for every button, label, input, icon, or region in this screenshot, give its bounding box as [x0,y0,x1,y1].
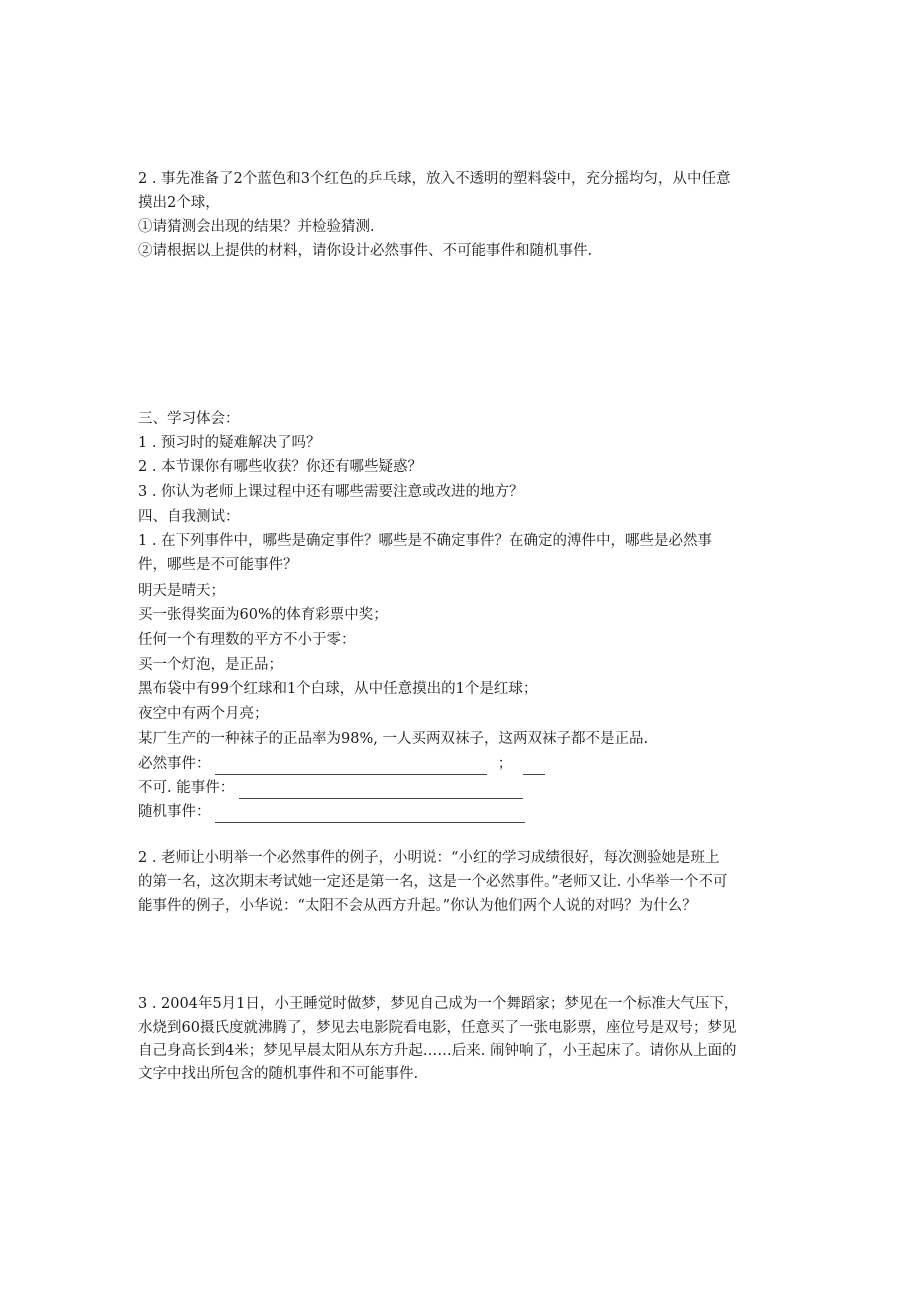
q2-top-line-2: 摸出2个球， [138,195,220,211]
s4-q3-line-2: 水烧到60摄氏度就沸腾了，梦见去电影院看电影，任意买了一张电影票，座位号是双号；梦见 [138,1020,737,1036]
fill-certain-blank-2[interactable] [523,760,545,775]
section-3-heading: 三、学习体会： [138,411,240,427]
fill-certain-row [138,753,545,775]
fill-impossible-label: 不可. 能事件： [138,780,235,796]
event-item: 买一个灯泡，是正品； [138,657,283,673]
s4-q1-line-1: 1 . 在下列事件中，哪些是确定事件？哪些是不确定事件？在确定的溥件中，哪些是必然事 [138,533,713,549]
s4-q2-line-2: 的第一名，这次期末考试她一定还是第一名，这是一个必然事件。”老师又让. 小华举一个不可 [138,874,728,890]
section-3-item-2: 2 . 本节课你有哪些收获？你还有哪些疑惑？ [138,459,423,475]
s4-q3-line-4: 文字中找出所包含的随机事件和不可能事件. [138,1066,419,1082]
s4-q2-line-3: 能事件的例子，小华说：“太阳不会从西方升起。”你认为他们两个人说的对吗？为什么？ [138,898,697,914]
section-3-item-1: 1 . 预习时的疑难解决了吗？ [138,435,321,451]
section-4-heading: 四、自我测试： [138,509,240,525]
s4-q3-line-1: 3 . 2004年5月1日，小王睡觉时做梦，梦见自己成为一个舞蹈家；梦见在一个标准大气压下， [138,996,739,1012]
fill-random-blank[interactable] [215,808,525,823]
q2-top-line-1: 2 . 事先准备了2个蓝色和3个红色的乒乓球，放入不透明的塑料袋中，充分摇均匀，从中任意 [138,171,731,187]
event-item: 买一张得奖面为60%的体育彩票中奖； [138,607,388,623]
event-item: 任何一个有理数的平方不小于零： [138,632,356,648]
fill-separator: ； [497,756,513,772]
s4-q2-line-1: 2 . 老师让小明举一个必然事件的例子，小明说：“小红的学习成绩很好，每次测验她是班上 [138,850,720,866]
q2-top-subquestion-1: ①请猜测会出现的结果？并检验猜测. [138,219,375,235]
event-item: 某厂生产的一种袜子的正品率为98%, 一人买两双袜子，这两双袜子都不是正品. [138,731,649,747]
section-3-item-3: 3 . 你认为老师上课过程中还有哪些需要注意或改进的地方？ [138,484,524,500]
s4-q1-line-2: 件，哪些是不可能事件？ [138,557,298,573]
s4-q3-line-3: 自己身高长到4米；梦见早晨太阳从东方升起……后来. 闹钟响了，小王起床了。请你从上面的 [138,1043,737,1059]
fill-certain-blank[interactable] [215,760,487,775]
event-item: 夜空中有两个月亮； [138,706,269,722]
event-item: 黑布袋中有99个红球和1个白球，从中任意摸出的1个是红球； [138,681,538,697]
event-item: 明天是晴天； [138,583,225,599]
fill-certain-label: 必然事件： [138,756,211,772]
q2-top-subquestion-2: ②请根据以上提供的材料，请你设计必然事件、不可能事件和随机事件. [138,243,593,259]
fill-random-label: 随机事件： [138,804,211,820]
fill-impossible-row [138,777,523,799]
fill-random-row [138,801,525,823]
fill-impossible-blank[interactable] [239,784,523,799]
